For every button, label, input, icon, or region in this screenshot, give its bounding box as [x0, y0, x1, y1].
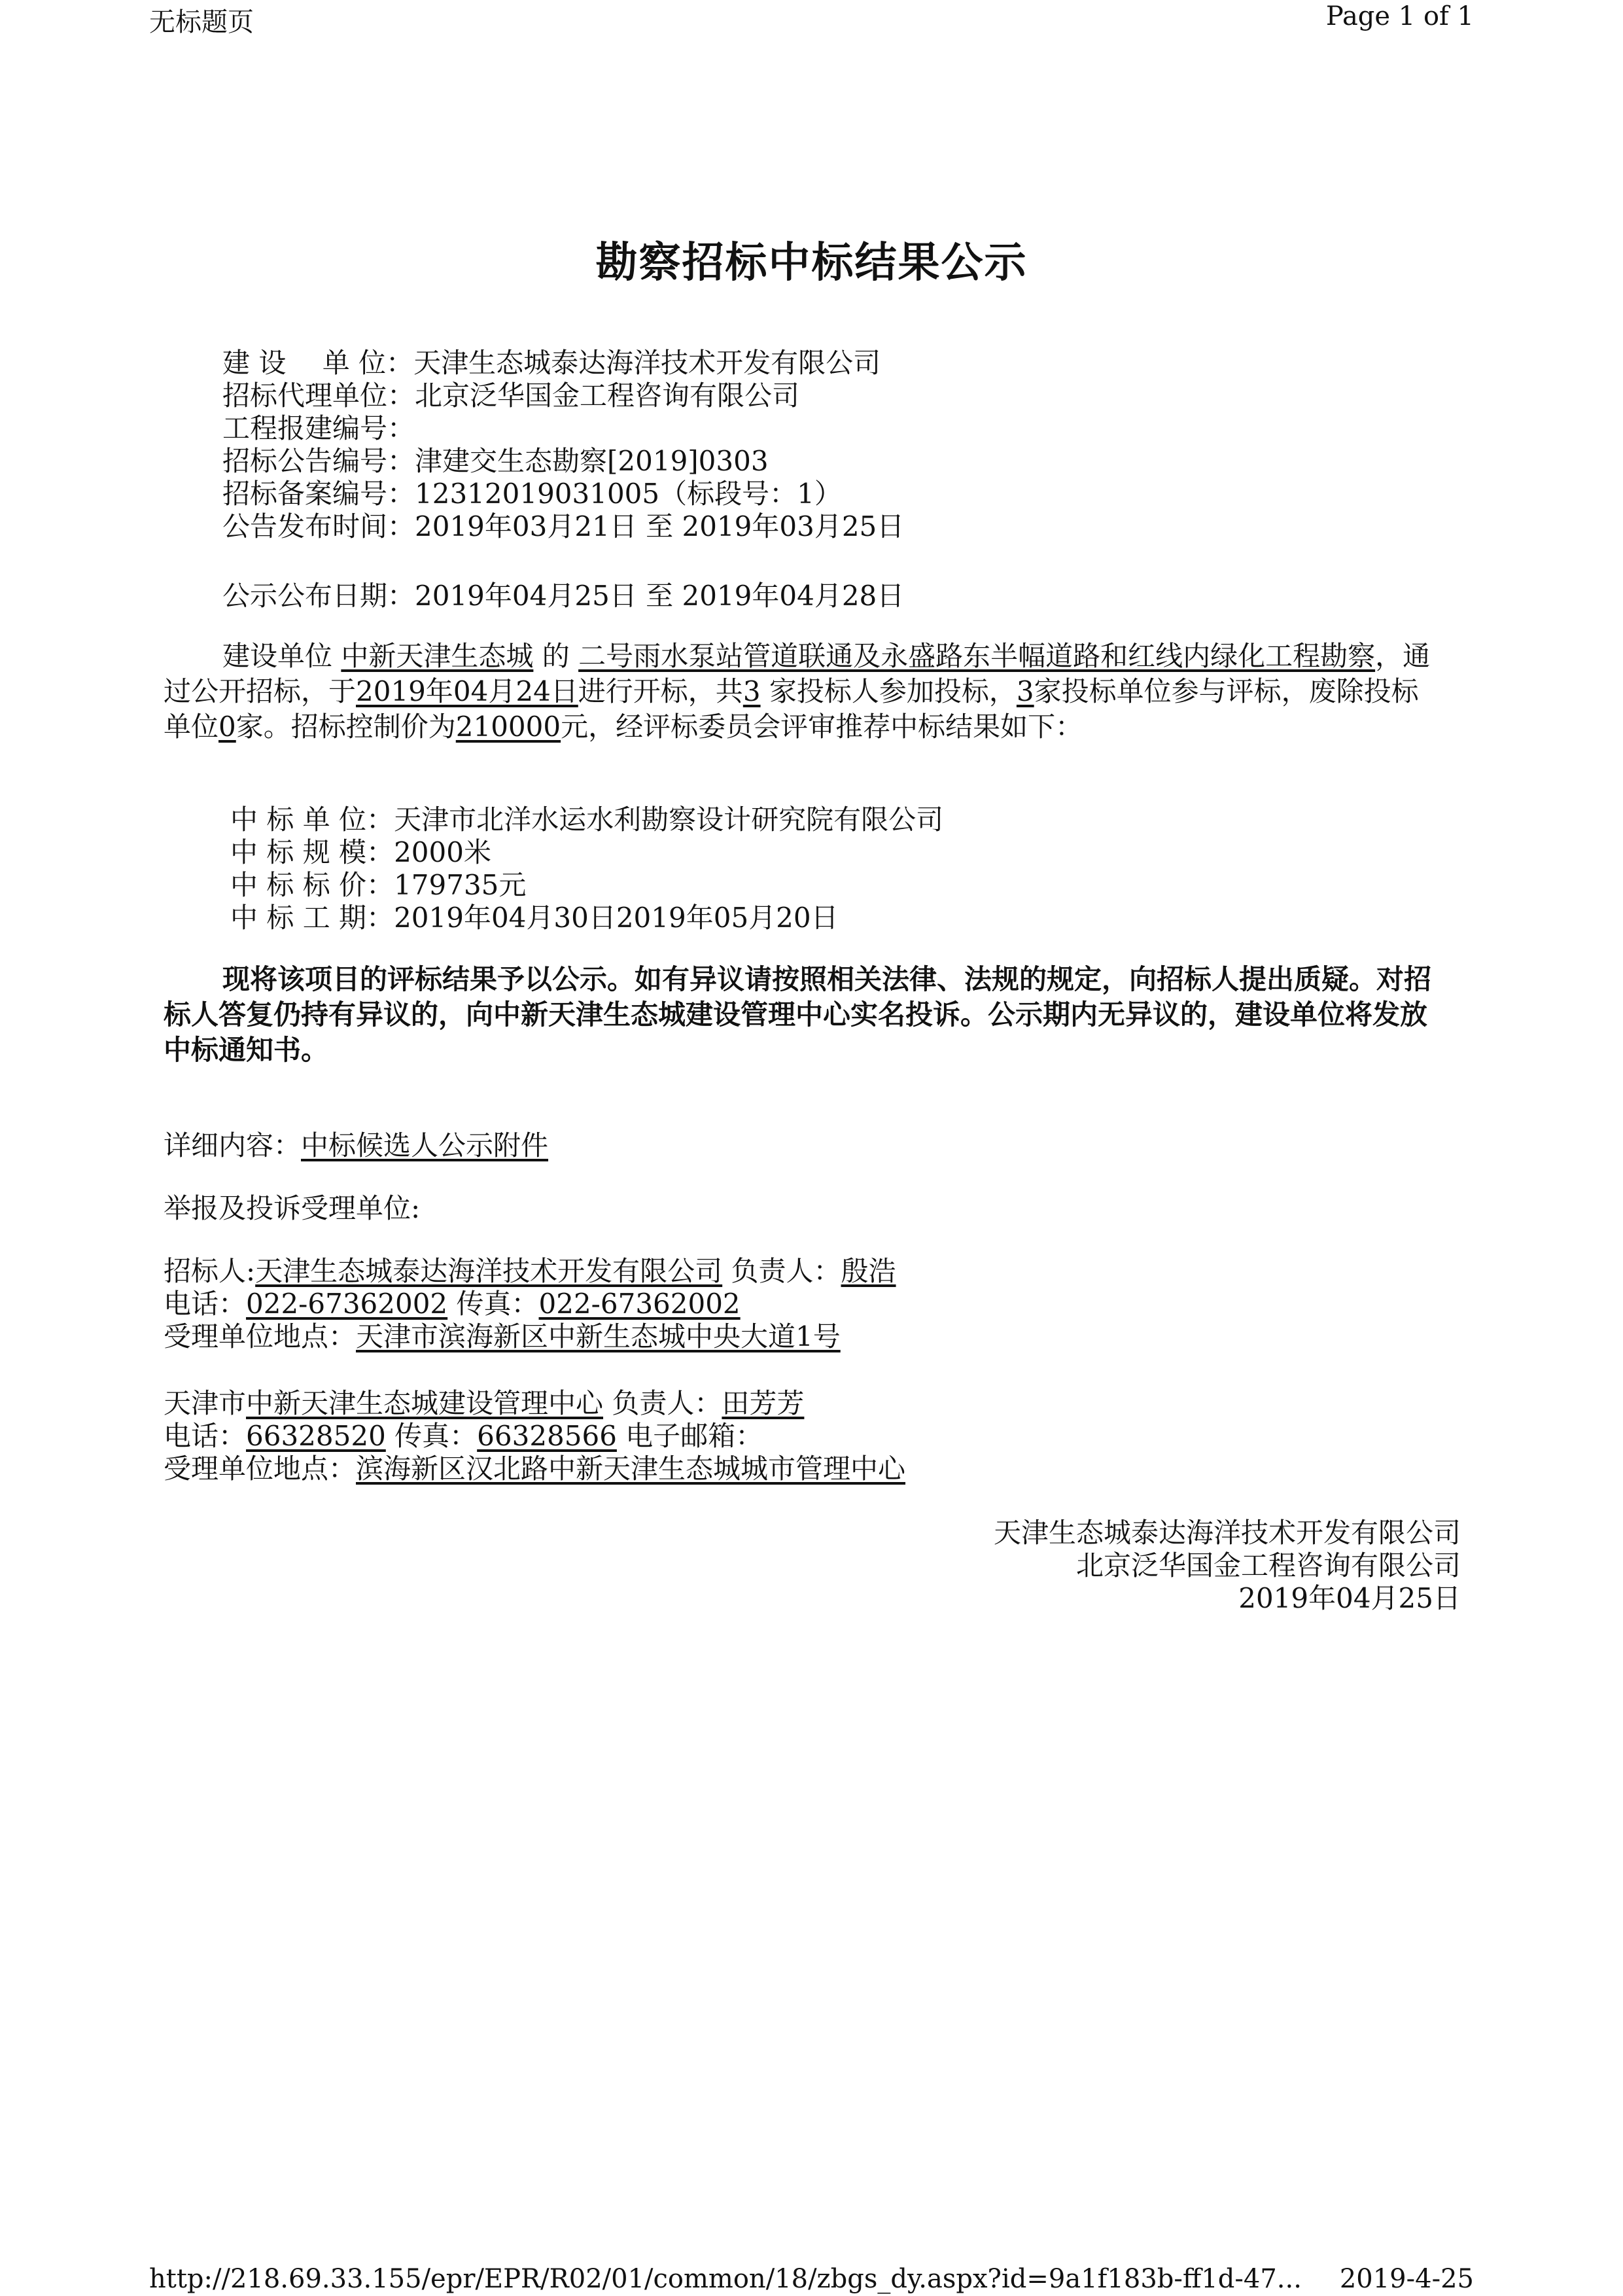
authority-phone: 66328520 — [246, 1420, 386, 1452]
info-value: 天津生态城泰达海洋技术开发有限公司 — [413, 347, 881, 379]
info-row-agency — [222, 380, 904, 412]
fax-label: 传真： — [447, 1288, 539, 1320]
publicity-period — [222, 580, 904, 612]
responsible-label: 负责人： — [722, 1255, 841, 1287]
info-row-owner — [222, 347, 904, 380]
intro-text: 家投标单位参与评标，废除投标单位 — [164, 675, 1419, 743]
result-value: 2000米 — [394, 836, 491, 868]
result-value: 天津市北洋水运水利勘察设计研究院有限公司 — [394, 804, 944, 836]
result-label: 中 标 规 模： — [230, 836, 394, 868]
info-row-filing — [222, 478, 904, 510]
authority-row — [164, 1387, 905, 1420]
project-name-link[interactable]: 二号雨水泵站管道联通及永盛路东半幅道路和红线内绿化工程勘察 — [578, 640, 1376, 672]
info-row-publish-time — [222, 510, 904, 543]
publicity-label: 公示公布日期： — [222, 580, 415, 612]
bidder-count: 3 — [742, 675, 761, 707]
footer-date: 2019-4-25 — [1339, 2264, 1474, 2294]
rejected-count: 0 — [218, 711, 236, 743]
evaluated-count: 3 — [1016, 675, 1034, 707]
email-label: 电子邮箱： — [616, 1420, 763, 1452]
tenderer-address-row — [164, 1320, 896, 1353]
project-info — [222, 347, 904, 543]
objection-notice: 现将该项目的评标结果予以公示。如有异议请按照相关法律、法规的规定，向招标人提出质疑。对招标人答复仍持有异议的，向中新天津生态城建设管理中心实名投诉。公示期内无异议的，建设单位将发放中标通知书。 — [164, 963, 1432, 1066]
tenderer-responsible: 殷浩 — [841, 1255, 896, 1287]
result-value: 2019年04月30日2019年05月20日 — [394, 902, 839, 934]
detail-label: 详细内容： — [164, 1129, 302, 1161]
owner-link[interactable]: 中新天津生态城 — [341, 640, 534, 672]
intro-text: ，通过公开招标，于 — [164, 640, 1431, 707]
publicity-value: 2019年04月25日 至 2019年04月28日 — [415, 580, 905, 612]
attachment-link[interactable]: 中标候选人公示附件 — [301, 1129, 549, 1161]
signature-date: 2019年04月25日 — [1238, 1582, 1461, 1614]
result-label: 中 标 单 位： — [230, 804, 394, 836]
authority-contact — [164, 1387, 905, 1485]
page-header-title: 无标题页 — [149, 7, 254, 37]
intro-text: 建设单位 — [222, 640, 341, 672]
result-row-scale — [230, 836, 943, 869]
result-value: 179735元 — [394, 869, 527, 901]
intro-text: 家投标人参加投标， — [760, 675, 1017, 707]
authority-address: 滨海新区汉北路中新天津生态城城市管理中心 — [356, 1453, 906, 1485]
result-label: 中 标 工 期： — [230, 902, 394, 934]
authority-fax: 66328566 — [477, 1420, 617, 1452]
intro-text: 的 — [533, 640, 579, 672]
info-value: 津建交生态勘察[2019]0303 — [415, 445, 769, 477]
tenderer-fax: 022-67362002 — [538, 1288, 741, 1320]
tenderer-contact — [164, 1255, 896, 1353]
tenderer-name-link[interactable]: 天津生态城泰达海洋技术开发有限公司 — [255, 1255, 723, 1287]
info-label: 公告发布时间： — [222, 510, 415, 542]
control-price: 210000 — [455, 711, 561, 743]
tenderer-row — [164, 1255, 896, 1288]
info-label: 建 设 单 位： — [222, 347, 414, 379]
open-date: 2019年04月24日 — [356, 675, 578, 707]
signature-org-owner: 天津生态城泰达海洋技术开发有限公司 — [993, 1517, 1461, 1549]
tenderer-label: 招标人: — [164, 1255, 256, 1287]
address-label: 受理单位地点： — [164, 1453, 357, 1485]
signature-org-agency: 北京泛华国金工程咨询有限公司 — [1075, 1549, 1461, 1581]
info-row-registration — [222, 412, 904, 445]
info-label: 招标公告编号： — [222, 445, 415, 477]
info-label: 招标代理单位： — [222, 380, 415, 412]
authority-name-link[interactable]: 中新天津生态城建设管理中心 — [246, 1387, 604, 1419]
signature-block — [994, 1517, 1461, 1615]
phone-label: 电话： — [164, 1420, 247, 1452]
info-label: 工程报建编号： — [222, 412, 415, 444]
info-label: 招标备案编号： — [222, 478, 415, 510]
footer-url: http://218.69.33.155/epr/EPR/R02/01/common/18/zbgs_dy.aspx?id=9a1f183b-ff1d-47... — [149, 2264, 1302, 2294]
info-value: 2019年03月21日 至 2019年03月25日 — [415, 510, 905, 542]
phone-label: 电话： — [164, 1288, 247, 1320]
tenderer-phone-row — [164, 1288, 896, 1320]
result-label: 中 标 标 价： — [230, 869, 394, 901]
award-result — [230, 804, 943, 934]
fax-label: 传真： — [385, 1420, 478, 1452]
responsible-label: 负责人： — [603, 1387, 722, 1419]
page-header-pagination: Page 1 of 1 — [1325, 1, 1474, 31]
authority-responsible: 田芳芳 — [722, 1387, 805, 1419]
page-title: 勘察招标中标结果公示 — [595, 238, 1028, 287]
intro-text: 进行开标，共 — [578, 675, 743, 707]
tenderer-address: 天津市滨海新区中新生态城中央大道1号 — [356, 1320, 841, 1352]
complaint-heading: 举报及投诉受理单位: — [164, 1192, 421, 1224]
result-row-price — [230, 869, 943, 902]
intro-paragraph — [164, 639, 1446, 745]
result-row-period — [230, 902, 943, 934]
address-label: 受理单位地点： — [164, 1320, 357, 1352]
info-value: 北京泛华国金工程咨询有限公司 — [415, 380, 800, 412]
authority-prefix: 天津市 — [164, 1387, 247, 1419]
tenderer-phone: 022-67362002 — [246, 1288, 448, 1320]
info-row-announcement — [222, 445, 904, 478]
intro-text: 元，经评标委员会评审推荐中标结果如下： — [561, 711, 1083, 743]
info-value: 12312019031005（标段号：1） — [415, 478, 842, 510]
result-row-winner — [230, 804, 943, 836]
authority-phone-row — [164, 1420, 905, 1453]
detail-row — [164, 1129, 548, 1162]
intro-text: 家。招标控制价为 — [236, 711, 456, 743]
authority-address-row — [164, 1453, 905, 1485]
